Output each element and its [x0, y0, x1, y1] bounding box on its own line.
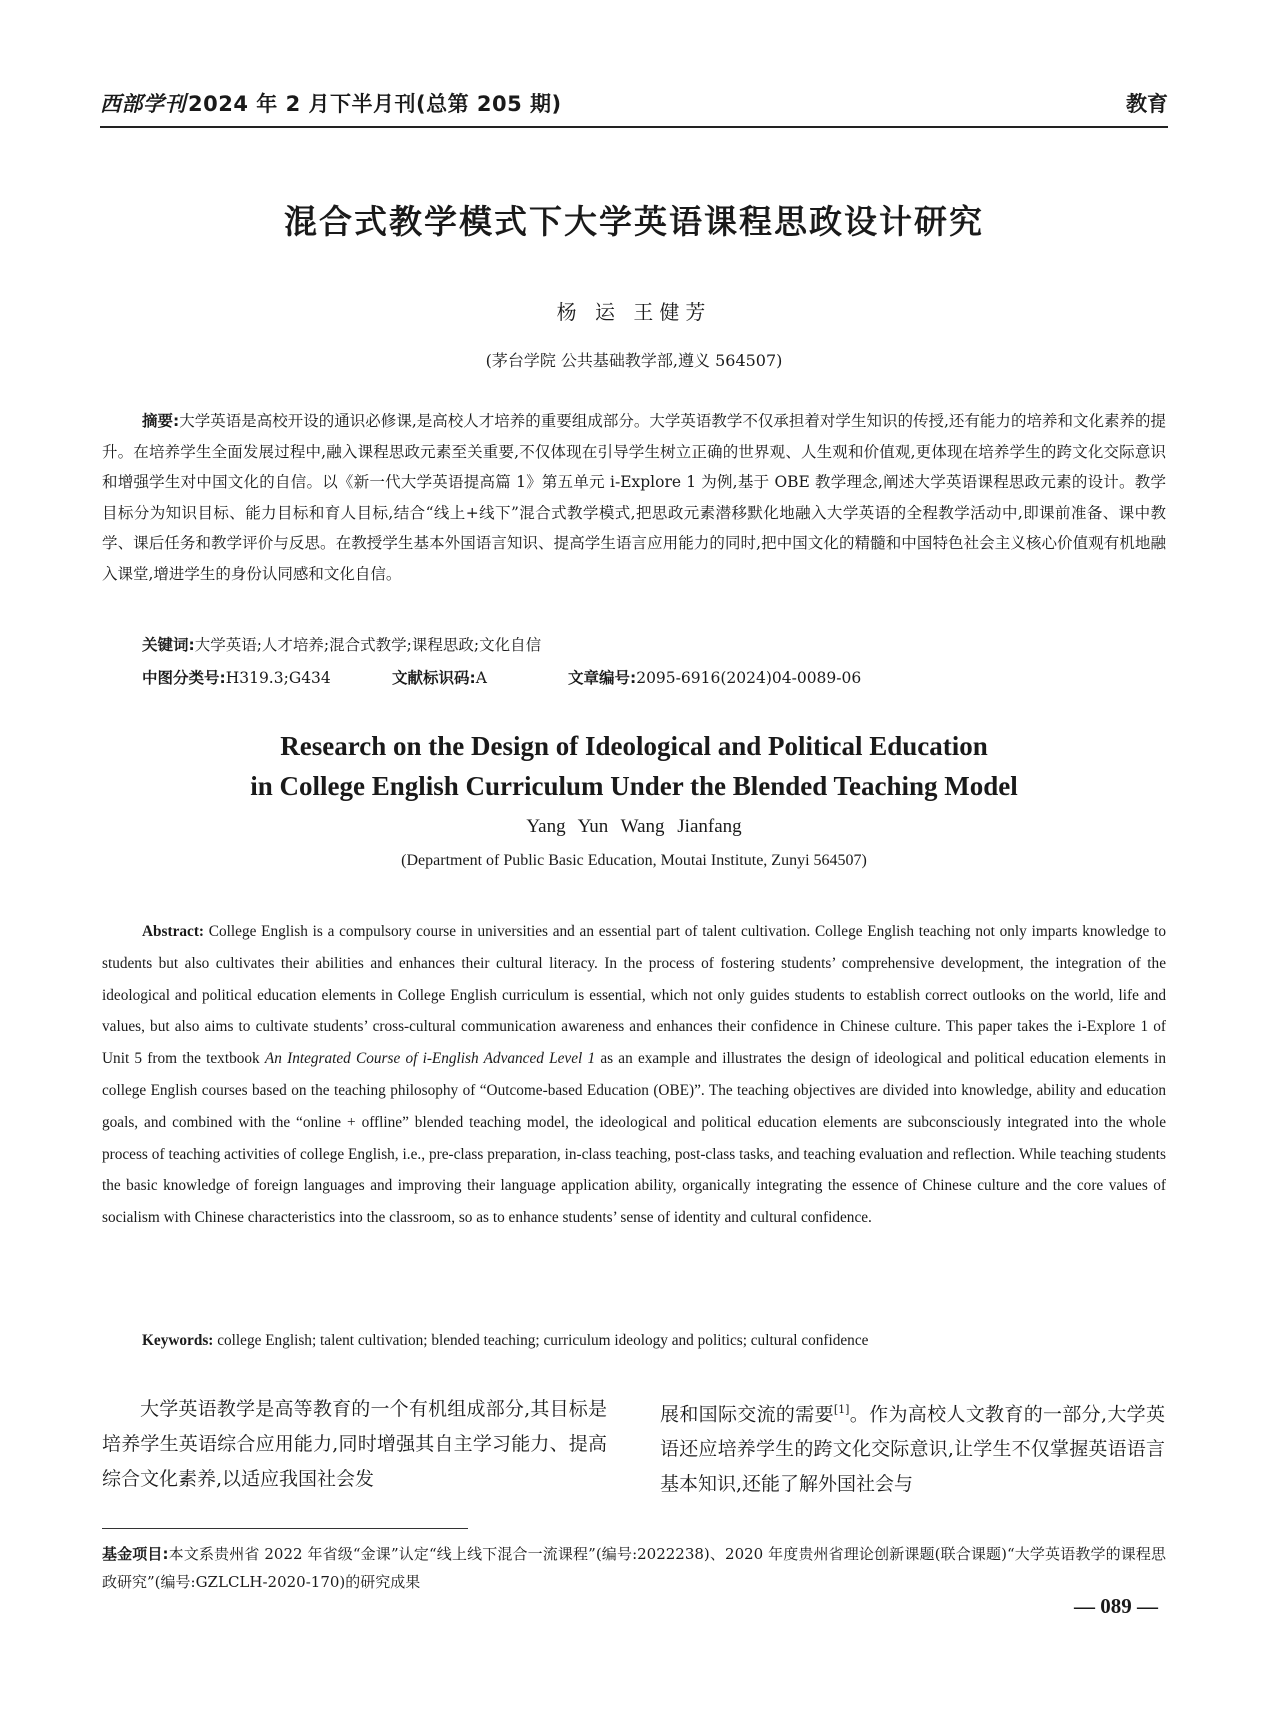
keywords-english	[142, 1332, 868, 1350]
authors-english: Yang Yun Wang Jianfang	[526, 816, 742, 837]
keywords-cn-text: 大学英语;人才培养;混合式教学;课程思政;文化自信	[194, 636, 542, 654]
keywords-en-text: college English; talent cultivation; blended teaching; curriculum ideology and politics; cultural confidence	[217, 1332, 869, 1349]
keywords-en-label: Keywords:	[142, 1332, 214, 1349]
title-english	[0, 726, 1268, 806]
body-right-text-2: 。作为高校人文教育的一部分,大学英语还应培养学生的跨文化交际意识,让学生不仅掌握英语语言基本知识,还能了解外国社会与	[660, 1403, 1165, 1496]
classification-line	[142, 666, 861, 688]
article-no-label: 文章编号:	[568, 669, 637, 687]
body-column-left: 大学英语教学是高等教育的一个有机组成部分,其目标是培养学生英语综合应用能力,同时增强其自主学习能力、提高综合文化素养,以适应我国社会发	[102, 1398, 607, 1490]
keywords-chinese	[142, 633, 541, 655]
abstract-en-text-2: as an example and illustrates the design of ideological and political education elements in college English courses based on the teaching philosophy of “Outcome-based Education (OBE)”. The teaching objectives are divided into knowledge, ability and education goals, and combined with the “online + offline” blended teaching model, the ideological and political education elements are subconsciously integrated into the whole process of teaching activities of college English, i.e., pre-class preparation, in-class teaching, post-class tasks, and teaching evaluation and reflection. While teaching students the basic knowledge of foreign languages and improving their language application ability, organically integrating the essence of Chinese culture and the core values of socialism with Chinese characteristics into the classroom, so as to enhance students’ sense of identity and cultural confidence.	[102, 1050, 1166, 1227]
abstract-cn-text: 大学英语是高校开设的通识必修课,是高校人才培养的重要组成部分。大学英语教学不仅承担着对学生知识的传授,还有能力的培养和文化素养的提升。在培养学生全面发展过程中,融入课程思政元素至关重要,不仅体现在引导学生树立正确的世界观、人生观和价值观,更体现在培养学生的跨文化交际意识和增强学生对中国文化的自信。以《新一代大学英语提高篇 1》第五单元 i-Explore 1 为例,基于 OBE 教学理念,阐述大学英语课程思政元素的设计。教学目标分为知识目标、能力目标和育人目标,结合“线上+线下”混合式教学模式,把思政元素潜移默化地融入大学英语的全程教学活动中,即课前准备、课中教学、课后任务和教学评价与反思。在教授学生基本外国语言知识、提高学生语言应用能力的同时,把中国文化的精髓和中国特色社会主义核心价值观有机地融入课堂,增进学生的身份认同感和文化自信。	[102, 412, 1167, 583]
abstract-en-label: Abstract:	[142, 923, 205, 940]
journal-issue	[100, 88, 562, 118]
abstract-english	[102, 916, 1166, 1234]
body-column-right	[660, 1392, 1165, 1502]
title-chinese: 混合式教学模式下大学英语课程思政设计研究	[284, 202, 984, 241]
affiliation-chinese: (茅台学院 公共基础教学部,遵义 564507)	[485, 351, 783, 370]
title-en-line2: in College English Curriculum Under the Blended Teaching Model	[250, 771, 1018, 801]
abstract-cn-label: 摘要:	[142, 412, 180, 430]
doc-code-value: A	[475, 669, 487, 687]
citation-ref: [1]	[833, 1403, 850, 1416]
textbook-title: An Integrated Course of i-English Advanced Level 1	[264, 1050, 596, 1068]
affiliation-english: (Department of Public Basic Education, Moutai Institute, Zunyi 564507)	[401, 852, 867, 869]
authors-chinese: 杨 运 王健芳	[556, 300, 712, 324]
issue-info: 2024 年 2 月下半月刊(总第 205 期)	[188, 92, 562, 116]
footnote-text: 本文系贵州省 2022 年省级“金课”认定“线上线下混合一流课程”(编号:2022238)、2020 年度贵州省理论创新课题(联合课题)“大学英语教学的课程思政研究”(编号:GZLCLH-2020-170)的研究成果	[102, 1545, 1166, 1591]
abstract-en-text-1: College English is a compulsory course in universities and an essential part of talent cultivation. College English teaching not only imparts knowledge to students but also cultivates their abilities and enhances their cultural literacy. In the process of fostering students’ comprehensive development, the integration of the ideological and political education elements in College English curriculum is essential, which not only guides students to establish correct outlooks on the world, life and values, but also aims to cultivate students’ cross-cultural communication awareness and enhances their confidence in Chinese culture. This paper takes the i-Explore 1 of Unit 5 from the textbook	[102, 923, 1166, 1068]
article-no-value: 2095-6916(2024)04-0089-06	[636, 669, 862, 687]
page-number: — 089 —	[1074, 1594, 1158, 1618]
clc-label: 中图分类号:	[142, 669, 226, 687]
footnote	[102, 1540, 1166, 1596]
footnote-divider	[102, 1528, 468, 1529]
title-en-line1: Research on the Design of Ideological and Political Education	[280, 731, 988, 761]
abstract-chinese	[102, 406, 1166, 589]
doc-code-label: 文献标识码:	[392, 669, 476, 687]
journal-logo: 西部学刊	[100, 91, 186, 116]
body-right-text-1: 展和国际交流的需要	[660, 1403, 834, 1426]
keywords-cn-label: 关键词:	[142, 636, 195, 654]
footnote-label: 基金项目:	[102, 1545, 169, 1563]
clc-value: H319.3;G434	[225, 669, 331, 687]
section-name: 教育	[1126, 92, 1168, 116]
running-header	[100, 82, 1168, 128]
